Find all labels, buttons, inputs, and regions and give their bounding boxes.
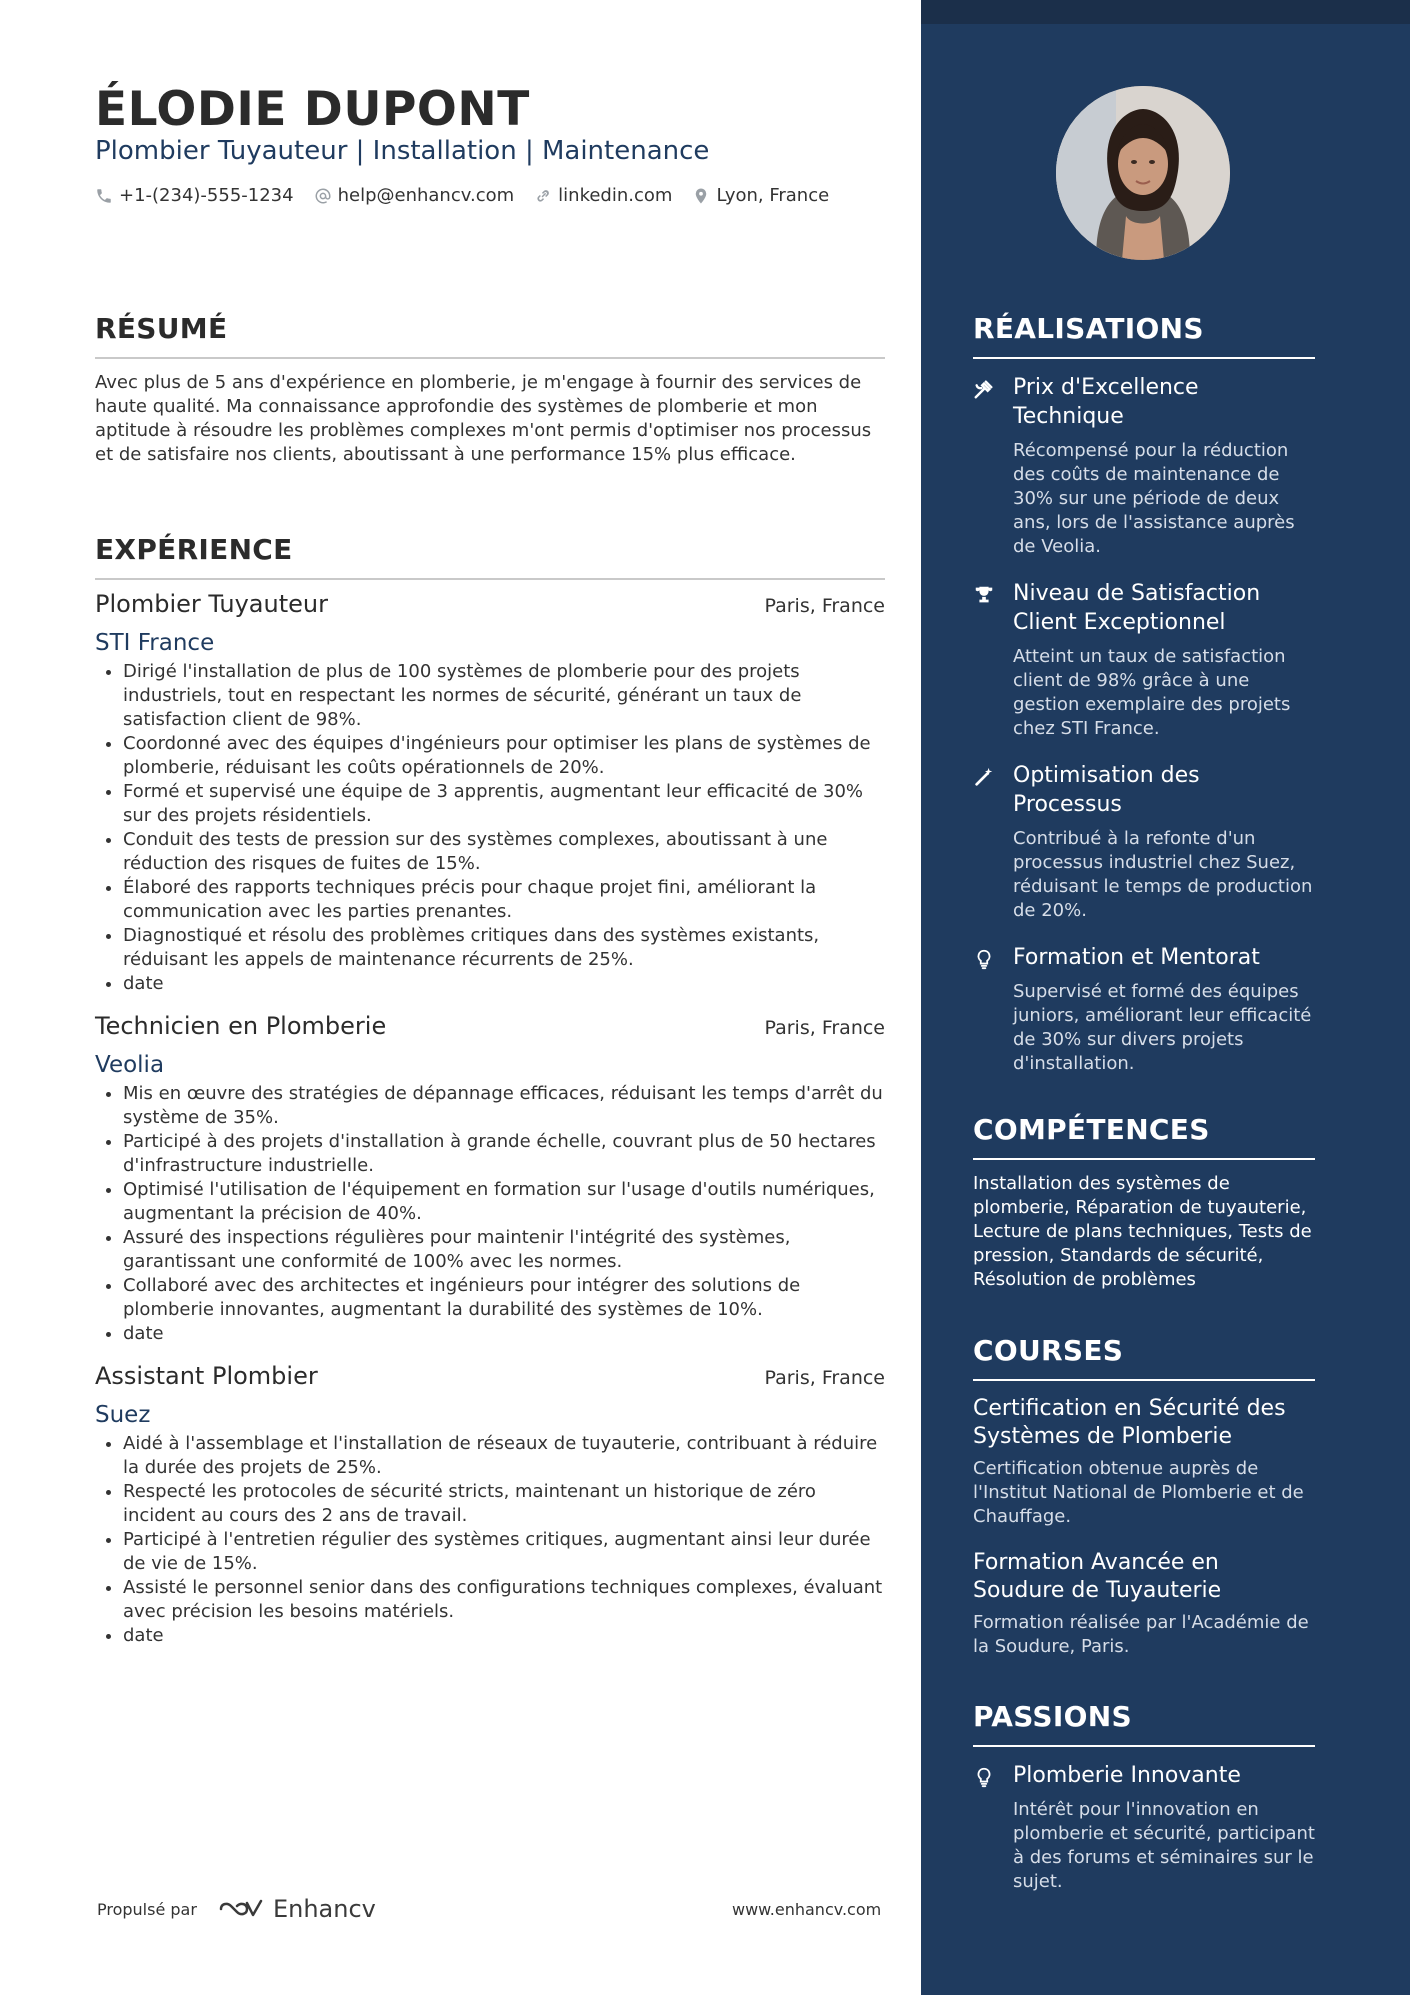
job-bullet: • Coordonné avec des équipes d'ingénieurs pour optimiser les plans de systèmes de plomberie, réduisant les coûts opérationnels de 20%. bbox=[123, 732, 885, 780]
achievement-description: Supervisé et formé des équipes juniors, améliorant leur efficacité de 30% sur divers projets d'installation. bbox=[1013, 981, 1312, 1074]
job-bullet: • Conduit des tests de pression sur des systèmes complexes, aboutissant à une réduction des risques de fuites de 15%. bbox=[123, 828, 885, 876]
job-company: Veolia bbox=[95, 1052, 165, 1078]
job-entry bbox=[95, 1362, 885, 1648]
job-bullets bbox=[95, 660, 885, 996]
course-item bbox=[973, 1549, 1315, 1659]
job-location: Paris, France bbox=[764, 595, 885, 617]
job-bullet: • Mis en œuvre des stratégies de dépannage efficaces, réduisant les temps d'arrêt du système de 35%. bbox=[123, 1082, 885, 1130]
job-bullet: • Participé à des projets d'installation à grande échelle, couvrant plus de 50 hectares d'infrastructure industrielle. bbox=[123, 1130, 885, 1178]
job-bullet: • Collaboré avec des architectes et ingénieurs pour intégrer des solutions de plomberie innovantes, augmentant la durabilité des systèmes de 10%. bbox=[123, 1274, 885, 1322]
course-title: Certification en Sécurité des Systèmes de Plomberie bbox=[973, 1396, 1286, 1449]
enhancv-logo-icon bbox=[217, 1897, 265, 1921]
job-bullet: • Aidé à l'assemblage et l'installation de réseaux de tuyauterie, contribuant à réduire la durée des projets de 25%. bbox=[123, 1432, 885, 1480]
passions-heading: PASSIONS bbox=[973, 1700, 1315, 1747]
course-title: Formation Avancée en Soudure de Tuyauterie bbox=[973, 1550, 1222, 1603]
contact-location bbox=[692, 185, 829, 206]
job-bullet: • Respecté les protocoles de sécurité stricts, maintenant un historique de zéro incident au cours des 2 ans de travail. bbox=[123, 1480, 885, 1528]
at-icon bbox=[314, 187, 332, 205]
job-company: Suez bbox=[95, 1402, 151, 1428]
achievement-title: Prix d'Excellence Technique bbox=[1013, 375, 1199, 429]
enhancv-brand-text: Enhancv bbox=[272, 1895, 376, 1923]
achievement-description: Récompensé pour la réduction des coûts de maintenance de 30% sur une période de deux ans, lors de l'assistance auprès de Veolia. bbox=[1013, 440, 1295, 557]
contact-phone[interactable] bbox=[95, 185, 294, 206]
contact-email-text: help@enhancv.com bbox=[337, 185, 515, 206]
contact-email[interactable] bbox=[314, 185, 515, 206]
passions-section bbox=[973, 1700, 1315, 1894]
job-company: STI France bbox=[95, 630, 215, 656]
experience-section bbox=[95, 533, 885, 1648]
job-bullet: • Optimisé l'utilisation de l'équipement en formation sur l'usage d'outils numériques, augmentant la précision de 40%. bbox=[123, 1178, 885, 1226]
job-title: Technicien en Plomberie bbox=[95, 1012, 387, 1040]
summary-heading: RÉSUMÉ bbox=[95, 312, 885, 359]
job-location: Paris, France bbox=[764, 1017, 885, 1039]
job-bullet: • Assisté le personnel senior dans des configurations techniques complexes, évaluant avec précision les besoins matériels. bbox=[123, 1576, 885, 1624]
contact-linkedin-text: linkedin.com bbox=[558, 185, 673, 206]
phone-icon bbox=[95, 187, 113, 205]
magic-wand-icon bbox=[973, 766, 995, 788]
profile-photo bbox=[1056, 86, 1230, 260]
job-bullet: • date bbox=[123, 972, 885, 996]
achievements-heading: RÉALISATIONS bbox=[973, 312, 1315, 359]
trophy-icon bbox=[973, 584, 995, 606]
job-bullets bbox=[95, 1082, 885, 1346]
course-item bbox=[973, 1395, 1315, 1529]
profile-photo-illustration bbox=[1056, 86, 1230, 260]
job-entry bbox=[95, 590, 885, 996]
summary-section bbox=[95, 312, 885, 467]
contact-phone-text: +1-(234)-555-1234 bbox=[119, 185, 294, 206]
map-pin-icon bbox=[692, 187, 710, 205]
skills-heading: COMPÉTENCES bbox=[973, 1113, 1315, 1160]
job-bullet: • date bbox=[123, 1624, 885, 1648]
achievement-title: Niveau de Satisfaction Client Exceptionnel bbox=[1013, 581, 1261, 635]
course-description: Certification obtenue auprès de l'Institut National de Plomberie et de Chauffage. bbox=[973, 1458, 1304, 1527]
achievement-item bbox=[973, 373, 1315, 559]
job-bullet: • Assuré des inspections régulières pour maintenir l'intégrité des systèmes, garantissant une conformité de 100% avec les normes. bbox=[123, 1226, 885, 1274]
achievement-description: Contribué à la refonte d'un processus industriel chez Suez, réduisant le temps de production de 20%. bbox=[1013, 828, 1313, 921]
job-bullet: • Dirigé l'installation de plus de 100 systèmes de plomberie pour des projets industriels, tout en respectant les normes de sécurité, générant un taux de satisfaction client de 98%. bbox=[123, 660, 885, 732]
courses-section bbox=[973, 1334, 1315, 1659]
job-bullet: • Formé et supervisé une équipe de 3 apprentis, augmentant leur efficacité de 30% sur des projets résidentiels. bbox=[123, 780, 885, 828]
sidebar bbox=[921, 0, 1410, 1995]
course-description: Formation réalisée par l'Académie de la Soudure, Paris. bbox=[973, 1612, 1309, 1657]
achievements-section bbox=[973, 312, 1315, 1076]
passion-description: Intérêt pour l'innovation en plomberie et sécurité, participant à des forums et séminaires sur le sujet. bbox=[1013, 1799, 1315, 1892]
sidebar-top-bar bbox=[921, 0, 1410, 24]
powered-by-label: Propulsé par bbox=[97, 1899, 197, 1919]
achievement-title: Optimisation des Processus bbox=[1013, 763, 1200, 817]
tools-icon bbox=[973, 378, 995, 400]
skills-section bbox=[973, 1113, 1315, 1292]
contact-linkedin[interactable] bbox=[534, 185, 672, 206]
passion-title: Plomberie Innovante bbox=[1013, 1763, 1241, 1788]
candidate-title: Plombier Tuyauteur | Installation | Maintenance bbox=[95, 136, 710, 166]
footer-website[interactable]: www.enhancv.com bbox=[732, 1900, 882, 1919]
contact-bar bbox=[95, 185, 829, 206]
job-bullet: • Élaboré des rapports techniques précis pour chaque projet fini, améliorant la communication avec les parties prenantes. bbox=[123, 876, 885, 924]
passion-item bbox=[973, 1761, 1315, 1894]
achievement-description: Atteint un taux de satisfaction client de 98% grâce à une gestion exemplaire des projets chez STI France. bbox=[1013, 646, 1291, 739]
job-bullet: • Participé à l'entretien régulier des systèmes critiques, augmentant ainsi leur durée de vie de 15%. bbox=[123, 1528, 885, 1576]
contact-location-text: Lyon, France bbox=[716, 185, 830, 206]
courses-heading: COURSES bbox=[973, 1334, 1315, 1381]
job-bullet: • Diagnostiqué et résolu des problèmes critiques dans des systèmes existants, réduisant les appels de maintenance récurrents de 25%. bbox=[123, 924, 885, 972]
achievement-item bbox=[973, 943, 1315, 1076]
lightbulb-icon bbox=[973, 948, 995, 970]
job-location: Paris, France bbox=[764, 1367, 885, 1389]
job-title: Assistant Plombier bbox=[95, 1362, 318, 1390]
lightbulb-icon bbox=[973, 1766, 995, 1788]
achievement-item bbox=[973, 579, 1315, 741]
footer-powered bbox=[97, 1895, 376, 1923]
job-bullets bbox=[95, 1432, 885, 1648]
enhancv-logo[interactable] bbox=[217, 1895, 376, 1923]
link-icon bbox=[534, 187, 552, 205]
skills-text: Installation des systèmes de plomberie, Réparation de tuyauterie, Lecture de plans techniques, Tests de pression, Standards de sécurité, Résolution de problèmes bbox=[973, 1173, 1312, 1290]
experience-heading: EXPÉRIENCE bbox=[95, 533, 885, 580]
job-title: Plombier Tuyauteur bbox=[95, 590, 328, 618]
achievement-title: Formation et Mentorat bbox=[1013, 945, 1260, 970]
candidate-name: ÉLODIE DUPONT bbox=[95, 82, 530, 137]
achievement-item bbox=[973, 761, 1315, 923]
summary-text: Avec plus de 5 ans d'expérience en plomberie, je m'engage à fournir des services de haute qualité. Ma connaissance approfondie des systèmes de plomberie et mon aptitude à résoudre les problèmes complexes m'ont permis d'optimiser nos processus et de satisfaire nos clients, aboutissant à une performance 15% plus efficace. bbox=[95, 372, 872, 465]
job-entry bbox=[95, 1012, 885, 1346]
job-bullet: • date bbox=[123, 1322, 885, 1346]
